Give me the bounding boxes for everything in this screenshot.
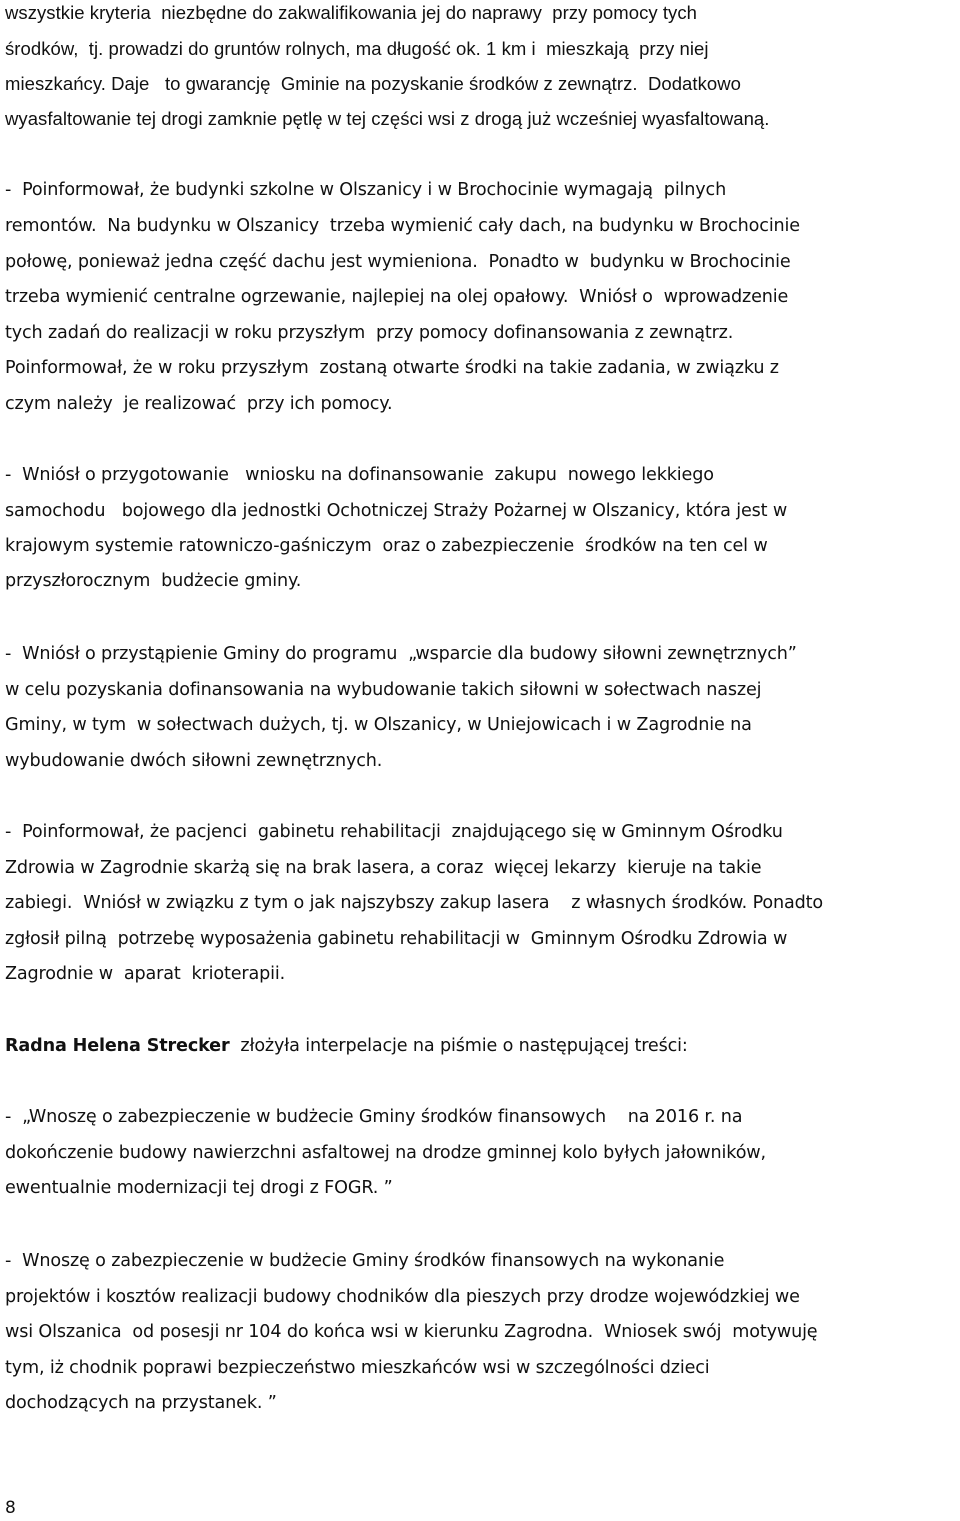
text-line: - Wniósł o przygotowanie wniosku na dofinansowanie zakupu nowego lekkiego (5, 465, 714, 485)
text-line: wsi Olszanica od posesji nr 104 do końca wsi w kierunku Zagrodna. Wniosek swój motywuję (5, 1322, 818, 1342)
text-line: samochodu bojowego dla jednostki Ochotniczej Straży Pożarnej w Olszanicy, która jest w (5, 501, 788, 521)
text-line: Zdrowia w Zagrodnie skarżą się na brak lasera, a coraz więcej lekarzy kieruje na takie (5, 858, 762, 878)
text-line: - Poinformował, że budynki szkolne w Olszanicy i w Brochocinie wymagają pilnych (5, 180, 727, 200)
page-number: 8 (5, 1498, 16, 1518)
text-line: projektów i kosztów realizacji budowy chodników dla pieszych przy drodze wojewódzkiej we (5, 1287, 800, 1307)
text-line: mieszkańcy. Daje to gwarancję Gminie na pozyskanie środków z zewnątrz. Dodatkowo (5, 73, 741, 94)
text-line: Gminy, w tym w sołectwach dużych, tj. w Olszanicy, w Uniejowicach i w Zagrodnie na (5, 715, 752, 735)
text-line: tych zadań do realizacji w roku przyszłym przy pomocy dofinansowania z zewnątrz. (5, 323, 734, 343)
text-line: tym, iż chodnik poprawi bezpieczeństwo mieszkańców wsi w szczególności dzieci (5, 1358, 710, 1378)
text-line: remontów. Na budynku w Olszanicy trzeba wymienić cały dach, na budynku w Brochocinie (5, 216, 800, 236)
text-line: wyasfaltowanie tej drogi zamknie pętlę w tej części wsi z drogą już wcześniej wyasfaltowaną. (5, 108, 770, 129)
text-line: - Wnoszę o zabezpieczenie w budżecie Gminy środków finansowych na wykonanie (5, 1251, 725, 1271)
text-line: ewentualnie modernizacji tej drogi z FOGR. ” (5, 1178, 393, 1198)
speaker-text: złożyła interpelacje na piśmie o następującej treści: (229, 1036, 688, 1056)
text-line (5, 1033, 688, 1059)
text-line: dochodzących na przystanek. ” (5, 1393, 277, 1413)
text-line: zgłosił pilną potrzebę wyposażenia gabinetu rehabilitacji w Gminnym Ośrodku Zdrowia w (5, 929, 788, 949)
text-line: - „Wnoszę o zabezpieczenie w budżecie Gminy środków finansowych na 2016 r. na (5, 1107, 743, 1127)
text-line: połowę, ponieważ jedna część dachu jest wymieniona. Ponadto w budynku w Brochocinie (5, 252, 791, 272)
text-line: zabiegi. Wniósł w związku z tym o jak najszybszy zakup lasera z własnych środków. Ponadto (5, 893, 824, 913)
text-line: wszystkie kryteria niezbędne do zakwalifikowania jej do naprawy przy pomocy tych (5, 2, 697, 23)
text-line: Poinformował, że w roku przyszłym zostaną otwarte środki na takie zadania, w związku z (5, 358, 779, 378)
text-line: wybudowanie dwóch siłowni zewnętrznych. (5, 751, 383, 771)
text-line: krajowym systemie ratowniczo-gaśniczym oraz o zabezpieczenie środków na ten cel w (5, 536, 768, 556)
text-line: - Poinformował, że pacjenci gabinetu rehabilitacji znajdującego się w Gminnym Ośrodku (5, 822, 783, 842)
text-line: czym należy je realizować przy ich pomocy. (5, 394, 393, 414)
text-line: środków, tj. prowadzi do gruntów rolnych, ma długość ok. 1 km i mieszkają przy niej (5, 38, 709, 59)
text-line: trzeba wymienić centralne ogrzewanie, najlepiej na olej opałowy. Wniósł o wprowadzenie (5, 287, 789, 307)
text-line: przyszłorocznym budżecie gminy. (5, 571, 302, 591)
text-line: w celu pozyskania dofinansowania na wybudowanie takich siłowni w sołectwach naszej (5, 680, 762, 700)
speaker-name: Radna Helena Strecker (5, 1036, 230, 1056)
text-line: - Wniósł o przystąpienie Gminy do programu „wsparcie dla budowy siłowni zewnętrznych” (5, 644, 797, 664)
text-line: Zagrodnie w aparat krioterapii. (5, 964, 286, 984)
text-line: dokończenie budowy nawierzchni asfaltowej na drodze gminnej kolo byłych jałowników, (5, 1143, 766, 1163)
